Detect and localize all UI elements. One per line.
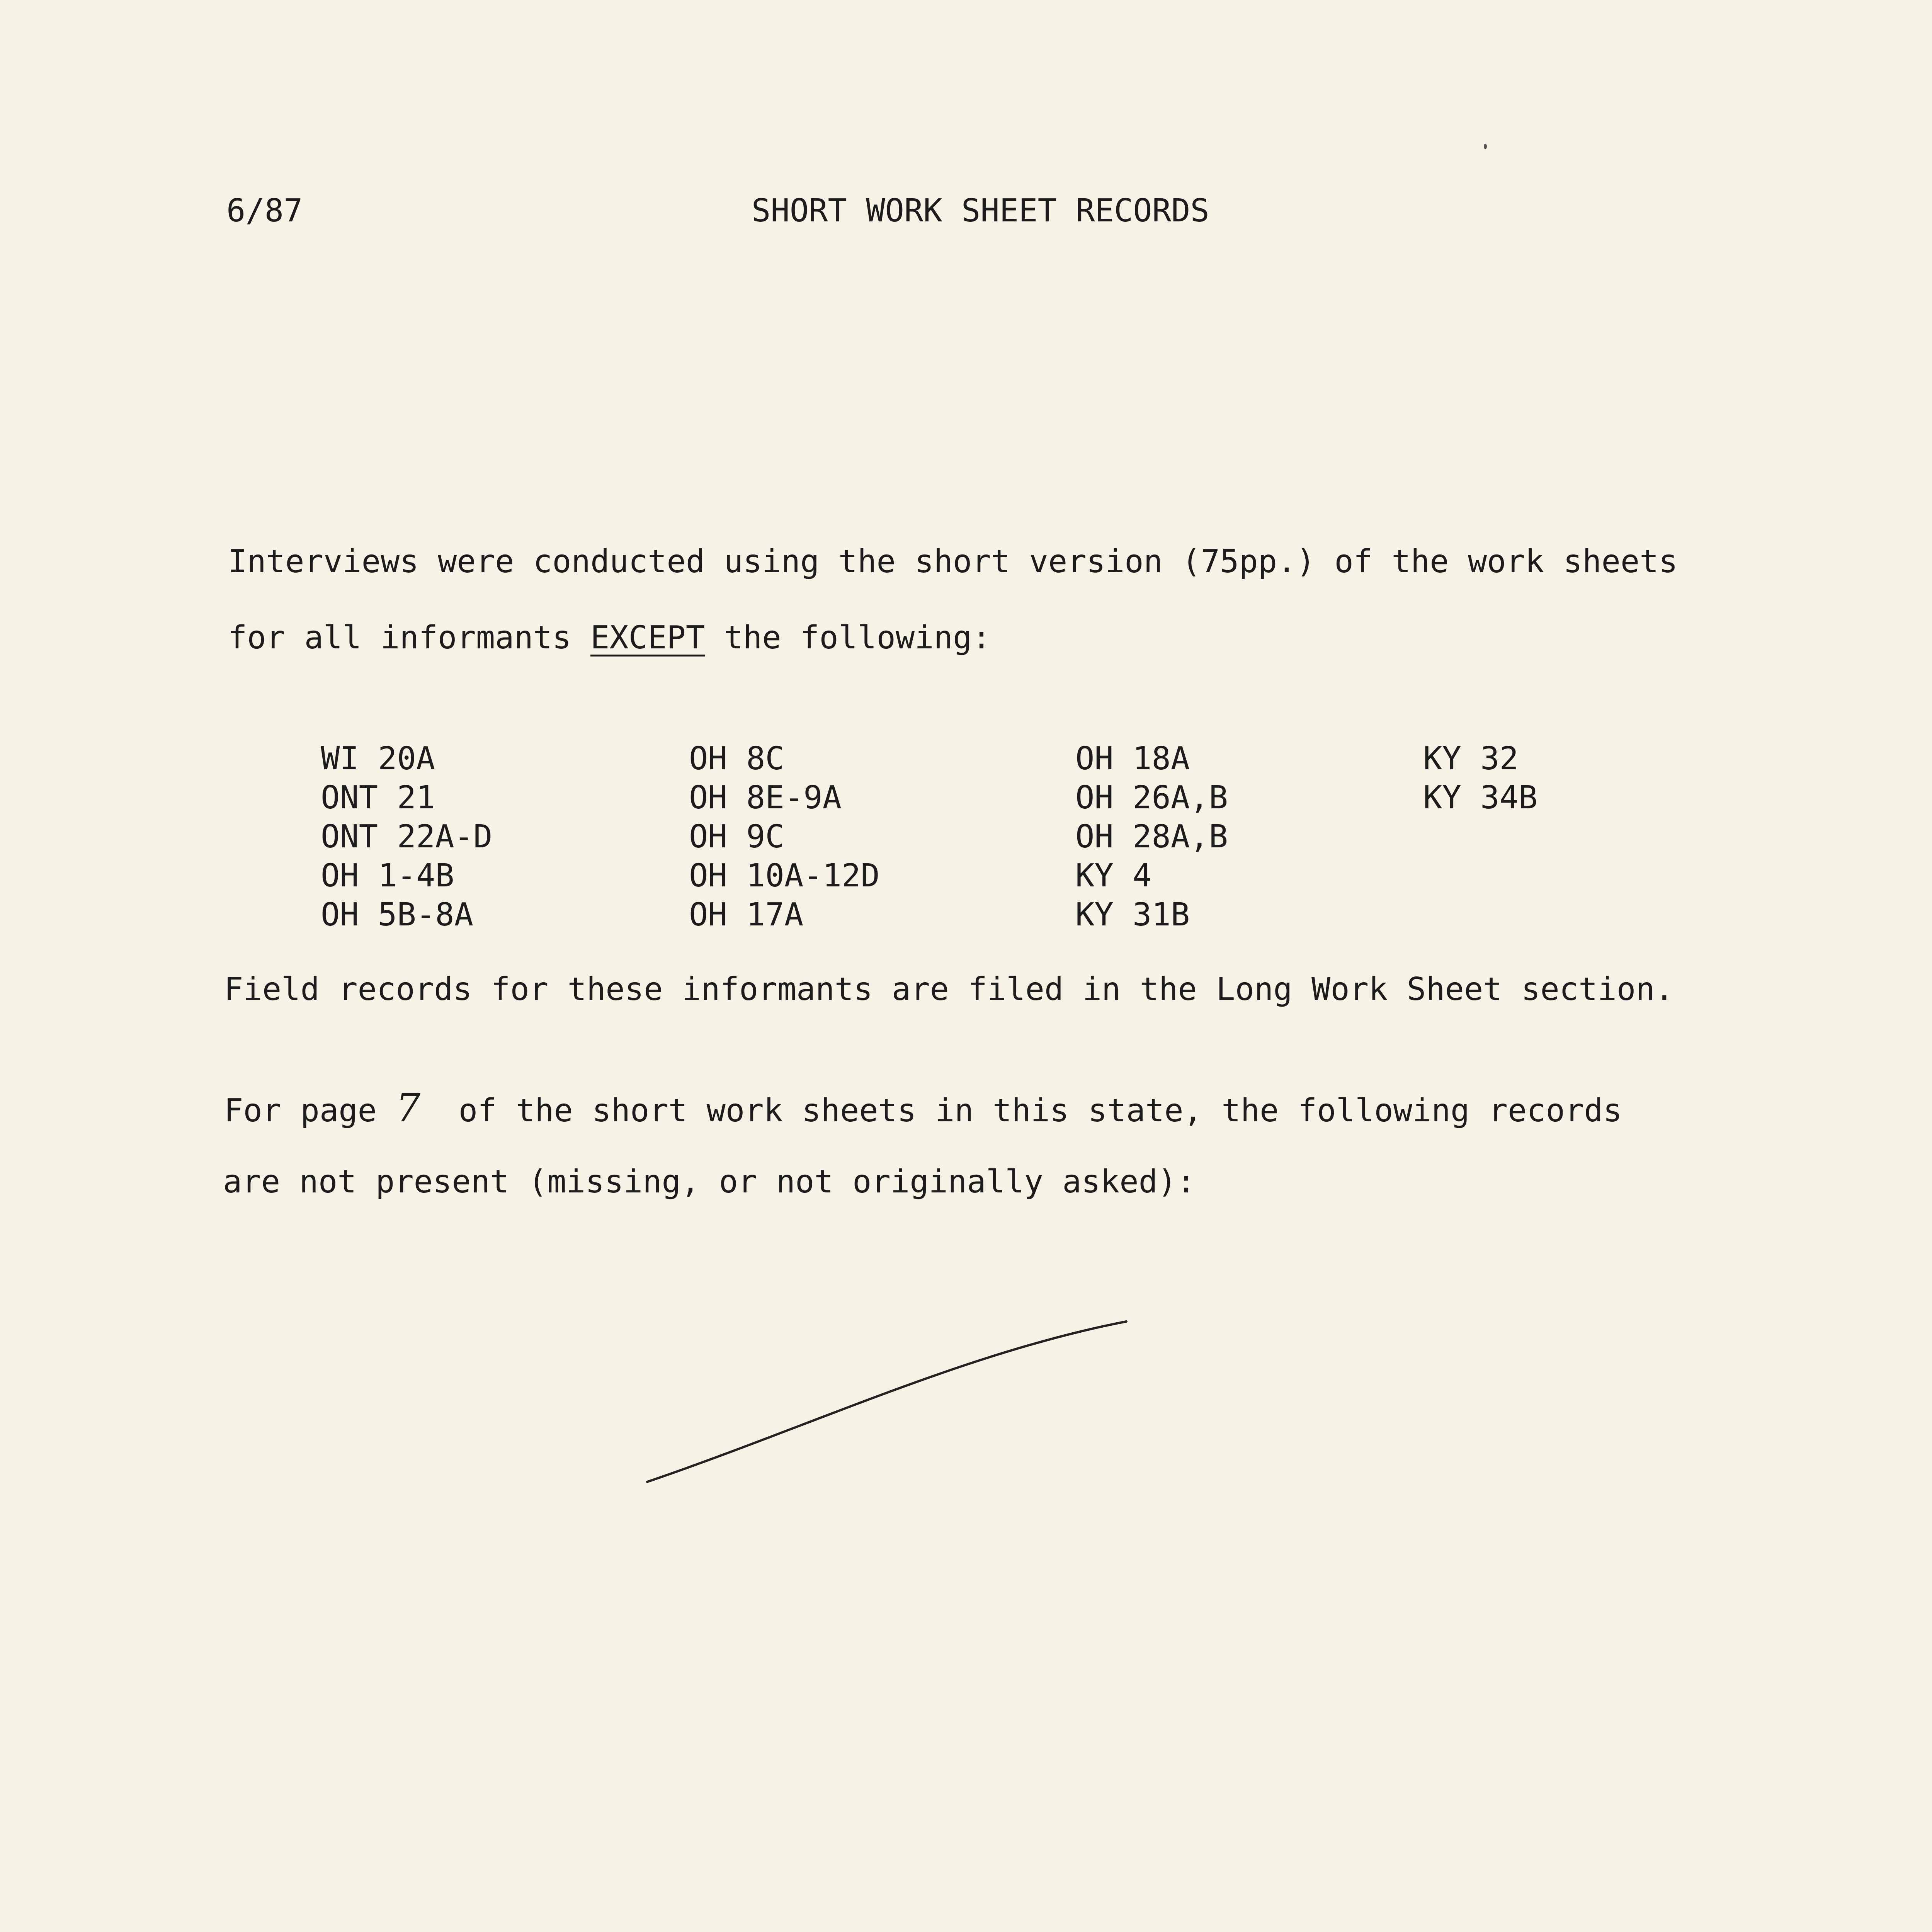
intro-line-1: Interviews were conducted using the short version (75pp.) of the work sheets <box>228 543 1678 580</box>
intro-line-2-end: the following: <box>705 619 991 656</box>
informant-entry: OH 26A,B <box>1075 779 1228 816</box>
informant-entry: OH 10A-12D <box>689 857 880 894</box>
informant-entry: KY 4 <box>1075 857 1152 894</box>
informant-entry: KY 31B <box>1075 896 1190 933</box>
document-title: SHORT WORK SHEET RECORDS <box>752 192 1209 229</box>
informant-entry: KY 32 <box>1423 740 1519 777</box>
informant-entry: OH 8E-9A <box>689 779 842 816</box>
informant-entry: ONT 21 <box>321 779 435 816</box>
informant-entry: OH 17A <box>689 896 804 933</box>
informant-entry: OH 5B-8A <box>321 896 473 933</box>
page-note-line-2: are not present (missing, or not originally asked): <box>223 1163 1196 1200</box>
informant-entry: WI 20A <box>321 740 435 777</box>
document-date: 6/87 <box>226 192 303 229</box>
handwritten-page-number: 7 <box>396 1085 420 1131</box>
informant-entry: OH 18A <box>1075 740 1190 777</box>
informant-entry: OH 9C <box>689 818 784 855</box>
handwritten-slash-line <box>647 1321 1126 1482</box>
field-records-note: Field records for these informants are filed in the Long Work Sheet section. <box>224 971 1674 1008</box>
page-note-end: of the short work sheets in this state, the following records <box>420 1092 1622 1129</box>
page-note-start: For page <box>224 1092 396 1129</box>
paper-speck <box>1484 144 1487 149</box>
informant-entry: KY 34B <box>1423 779 1538 816</box>
informant-entry: OH 28A,B <box>1075 818 1228 855</box>
informant-entry: ONT 22A-D <box>321 818 493 855</box>
informant-entry: OH 1-4B <box>321 857 454 894</box>
except-emphasis: EXCEPT <box>590 619 705 656</box>
intro-line-2-start: for all informants <box>228 619 590 656</box>
informant-entry: OH 8C <box>689 740 784 777</box>
